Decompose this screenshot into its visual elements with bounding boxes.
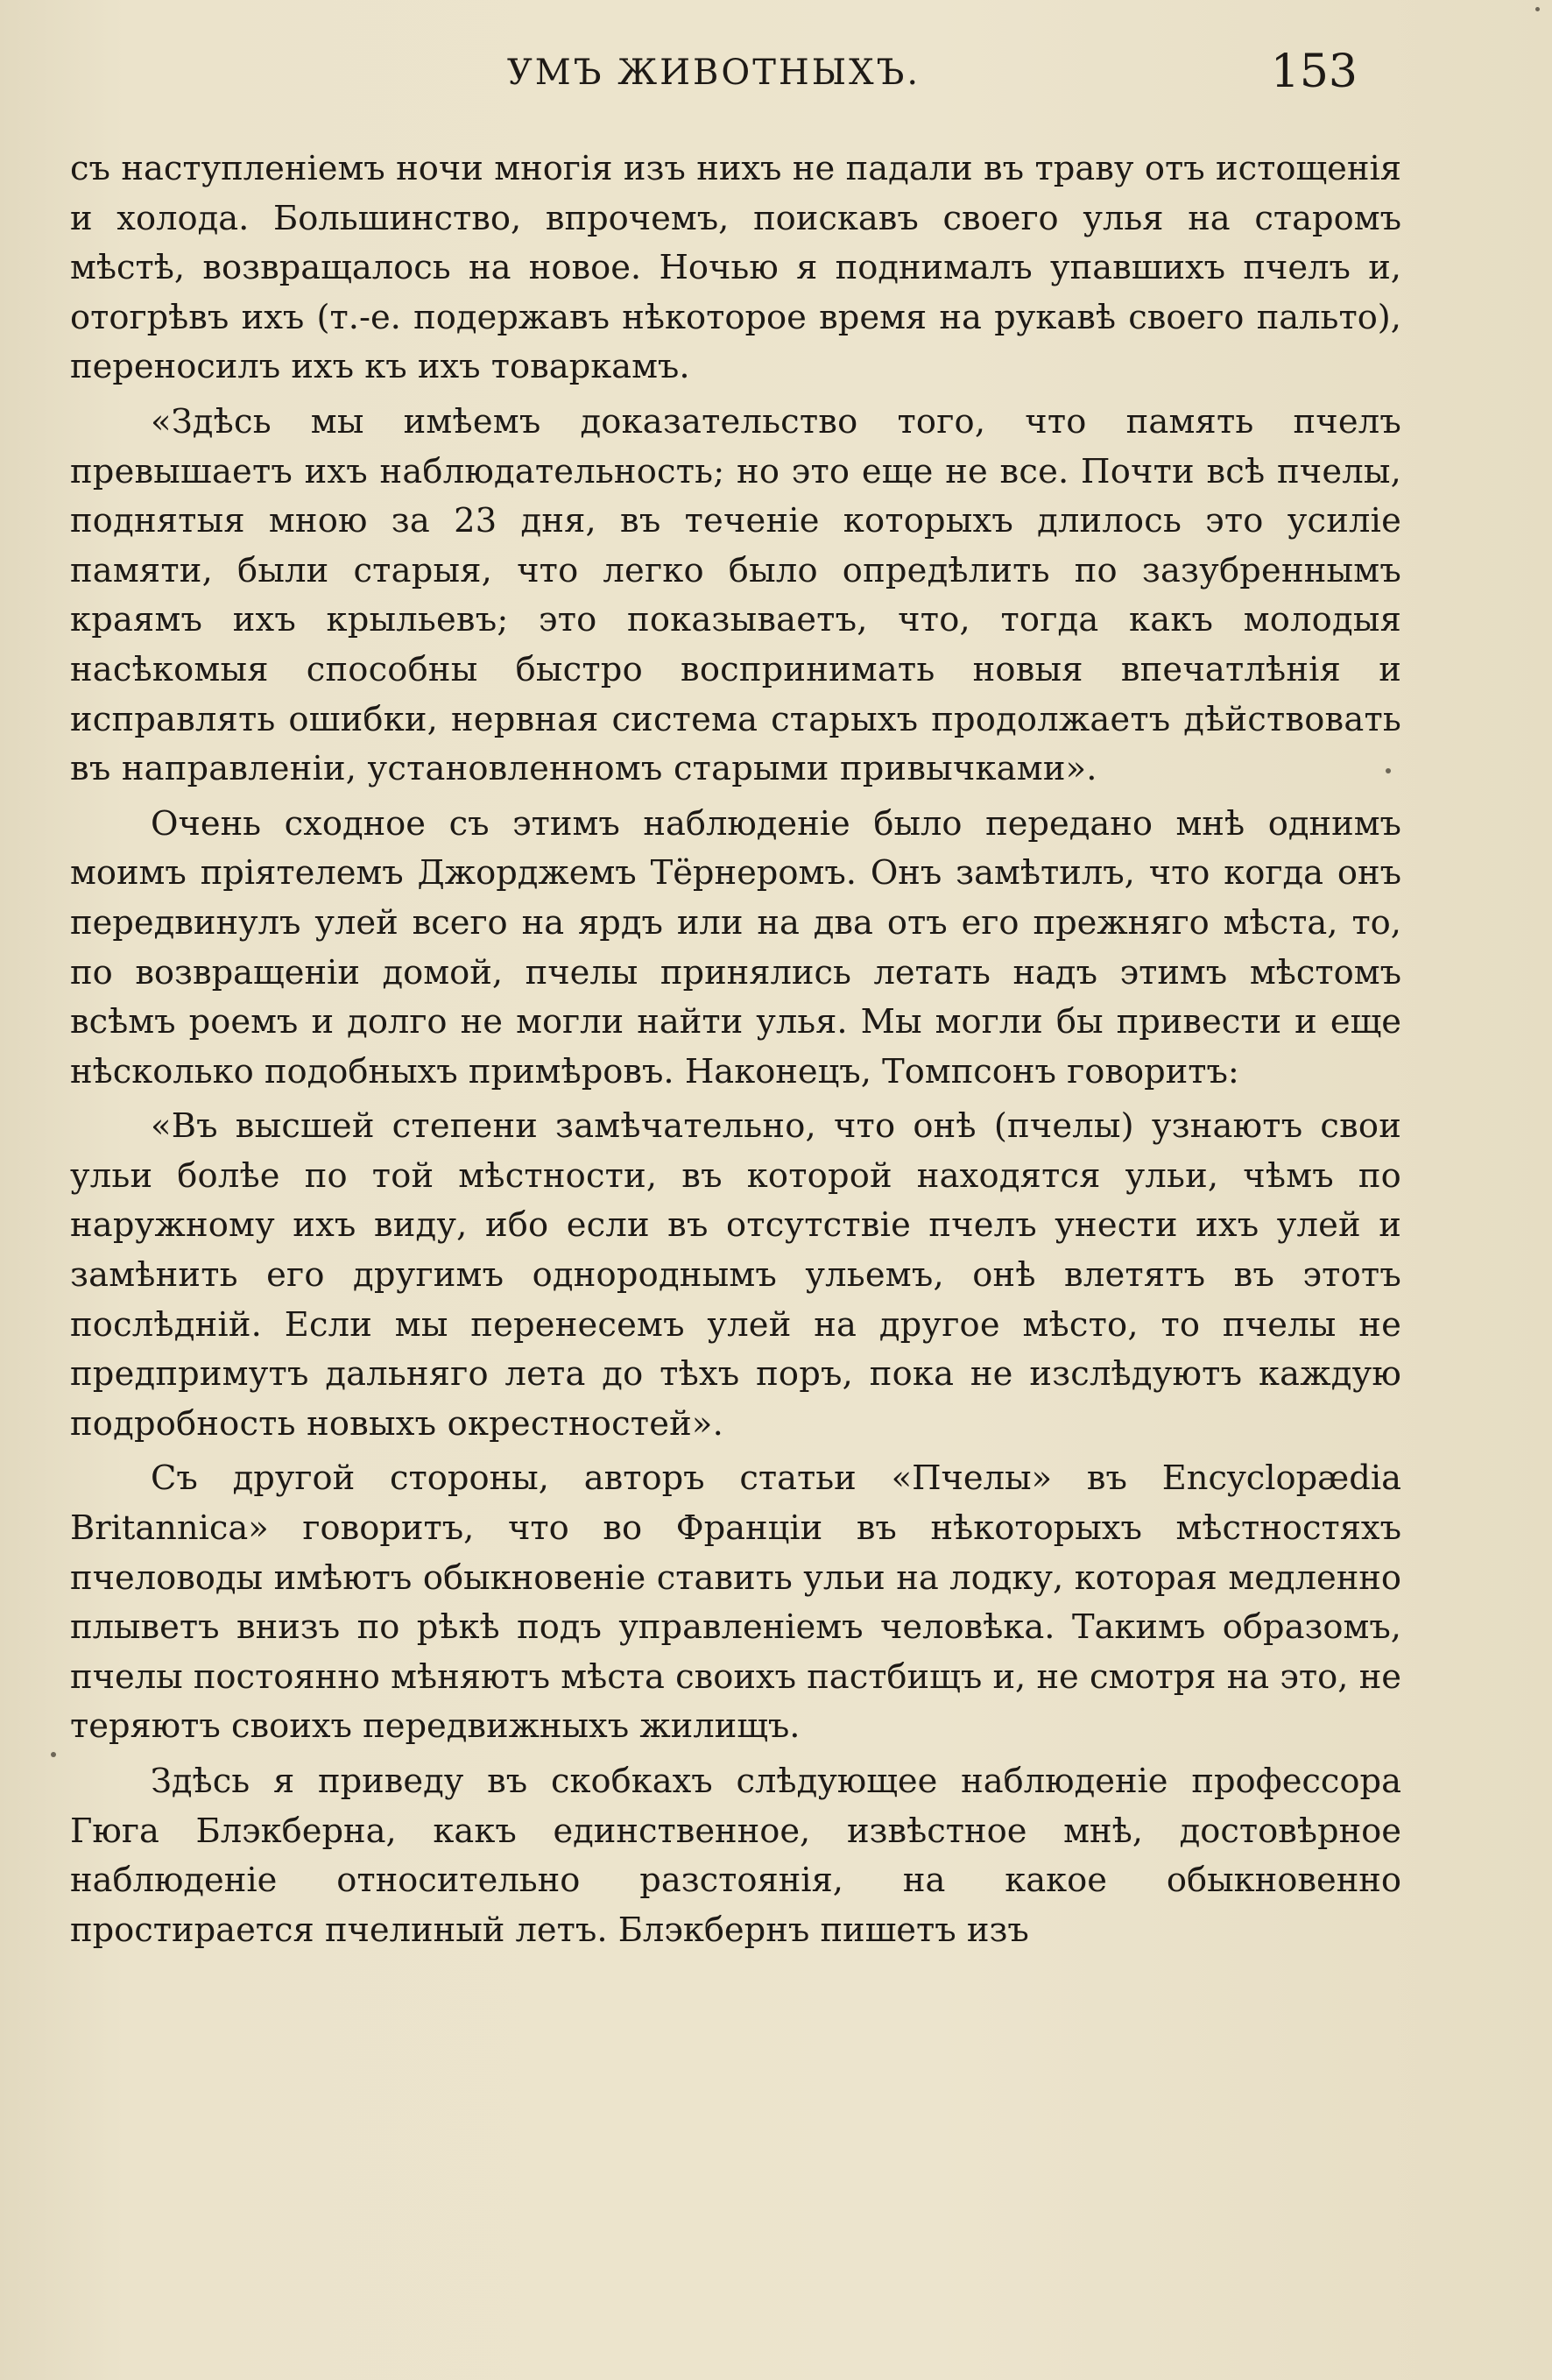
paragraph-6: Здѣсь я приведу въ скобкахъ слѣдующее наблюденіе профессора Гюга Блэкберна, какъ единственное, извѣстное мнѣ, достовѣрное наблюденіе относительно разстоянія, на какое обыкновенно простирается пчелиный летъ. Блэкбернъ пишетъ изъ (70, 1762, 1401, 1950)
paragraph-4: «Въ высшей степени замѣчательно, что онѣ (пчелы) узнаютъ свои ульи болѣе по той мѣстности, въ которой находятся ульи, чѣмъ по наружному ихъ виду, ибо если въ отсутствіе пчелъ унести ихъ улей и замѣнить его другимъ однороднымъ ульемъ, онѣ влетятъ въ этотъ послѣдній. Если мы перенесемъ улей на другое мѣсто, то пчелы не предпримутъ дальняго лета до тѣхъ поръ, пока не изслѣдуютъ каждую подробность новыхъ окрестностей». (70, 1106, 1401, 1444)
paragraph-5: Съ другой стороны, авторъ статьи «Пчелы» въ Encyclopædia Britannica» говоритъ, что во Франціи въ нѣкоторыхъ мѣстностяхъ пчеловоды имѣютъ обыкновеніе ставить ульи на лодку, которая медленно плыветъ внизъ по рѣкѣ подъ управленіемъ человѣка. Такимъ образомъ, пчелы постоянно мѣняютъ мѣста своихъ пастбищъ и, не смотря на это, не теряютъ своихъ передвижныхъ жилищъ. (70, 1458, 1401, 1747)
body-text (70, 145, 1401, 1960)
paragraph-1: съ наступленіемъ ночи многія изъ нихъ не падали въ траву отъ истощенія и холода. Большинство, впрочемъ, поискавъ своего улья на старомъ мѣстѣ, возвращалось на новое. Ночью я поднималъ упавшихъ пчелъ и, отогрѣвъ ихъ (т.-е. подержавъ нѣкоторое время на рукавѣ своего пальто), переносилъ ихъ къ ихъ товаркамъ. (70, 149, 1401, 387)
ink-speck (1386, 768, 1391, 773)
ink-speck (51, 1752, 56, 1757)
running-head: УМЪ ЖИВОТНЫХЪ. (506, 53, 921, 93)
paragraph-3: Очень сходное съ этимъ наблюденіе было передано мнѣ однимъ моимъ пріятелемъ Джорджемъ Тёрнеромъ. Онъ замѣтилъ, что когда онъ передвинулъ улей всего на ярдъ или на два отъ его прежняго мѣста, то, по возвращеніи домой, пчелы принялись летать надъ этимъ мѣстомъ всѣмъ роемъ и долго не могли найти улья. Мы могли бы привести и еще нѣсколько подобныхъ примѣровъ. Наконецъ, Томпсонъ говоритъ: (70, 803, 1401, 1091)
page-header (70, 46, 1358, 107)
ink-speck (1535, 7, 1540, 11)
paragraph-2: «Здѣсь мы имѣемъ доказательство того, что память пчелъ превышаетъ ихъ наблюдательность; но это еще не все. Почти всѣ пчелы, поднятыя мною за 23 дня, въ теченіе которыхъ длилось это усиліе памяти, были старыя, что легко было опредѣлить по зазубреннымъ краямъ ихъ крыльевъ; это показываетъ, что, тогда какъ молодыя насѣкомыя способны быстро воспринимать новыя впечатлѣнія и исправлять ошибки, нервная система старыхъ продолжаетъ дѣйствовать въ направленіи, установленномъ старыми привычками». (70, 401, 1401, 789)
page-number: 153 (1270, 46, 1358, 98)
